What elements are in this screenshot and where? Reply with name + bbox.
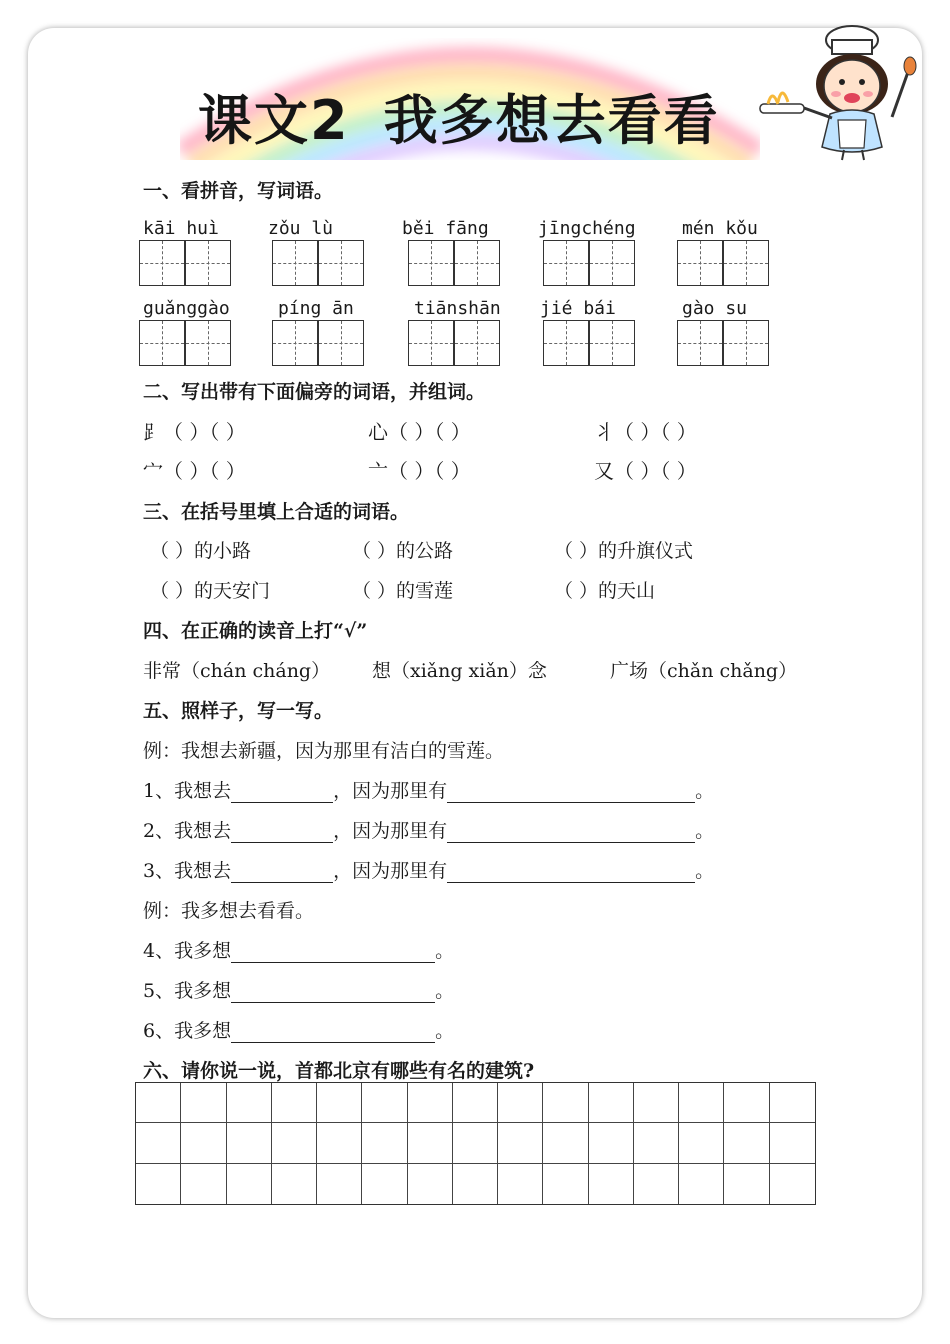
grid-cell[interactable] bbox=[362, 1083, 407, 1123]
grid-cell[interactable] bbox=[634, 1164, 679, 1204]
section6-heading: 六、请你说一说，首都北京有哪些有名的建筑? bbox=[143, 1060, 535, 1082]
answer-blank[interactable] bbox=[231, 982, 435, 1003]
answer-blank[interactable] bbox=[447, 782, 695, 803]
writing-box[interactable] bbox=[185, 240, 231, 286]
answer-slots[interactable]: （ ）（ ） bbox=[388, 420, 471, 444]
writing-box[interactable] bbox=[408, 320, 454, 366]
fill-blank-item[interactable]: （ ）的天安门 bbox=[150, 580, 271, 602]
pinyin-label: mén kǒu bbox=[682, 218, 758, 239]
chef-girl-illustration bbox=[752, 22, 922, 162]
fill-blank-item[interactable]: （ ）的升旗仪式 bbox=[554, 540, 694, 562]
section4-heading: 四、在正确的读音上打“√” bbox=[143, 620, 368, 642]
grid-cell[interactable] bbox=[136, 1083, 181, 1123]
grid-cell[interactable] bbox=[453, 1164, 498, 1204]
grid-cell[interactable] bbox=[181, 1164, 226, 1204]
writing-box[interactable] bbox=[723, 240, 769, 286]
sentence-line: 1、我想去 ，因为那里有 。 bbox=[143, 780, 715, 802]
answer-slots[interactable]: （ ）（ ） bbox=[614, 420, 697, 444]
grid-cell[interactable] bbox=[498, 1164, 543, 1204]
answer-blank[interactable] bbox=[231, 942, 435, 963]
sentence-line: 5、我多想 。 bbox=[143, 980, 455, 1002]
sentence-line: 6、我多想 。 bbox=[143, 1020, 455, 1042]
radical-item[interactable] bbox=[143, 455, 246, 484]
radical: 宀 bbox=[143, 459, 163, 483]
grid-cell[interactable] bbox=[317, 1164, 362, 1204]
grid-cell[interactable] bbox=[770, 1123, 815, 1163]
radical: 亠 bbox=[368, 459, 388, 483]
radical: 心 bbox=[368, 420, 388, 444]
writing-box[interactable] bbox=[589, 240, 635, 286]
answer-blank[interactable] bbox=[231, 1022, 435, 1043]
fill-blank-item[interactable]: （ ）的雪莲 bbox=[352, 580, 454, 602]
grid-cell[interactable] bbox=[679, 1164, 724, 1204]
grid-cell[interactable] bbox=[724, 1123, 769, 1163]
section2-heading: 二、写出带有下面偏旁的词语，并组词。 bbox=[143, 381, 486, 403]
grid-cell[interactable] bbox=[498, 1123, 543, 1163]
writing-box[interactable] bbox=[185, 320, 231, 366]
pinyin-label: jié bái bbox=[540, 298, 616, 319]
writing-box[interactable] bbox=[272, 240, 318, 286]
answer-blank[interactable] bbox=[231, 822, 333, 843]
radical-item[interactable] bbox=[368, 416, 471, 445]
grid-cell[interactable] bbox=[589, 1164, 634, 1204]
section1-heading: 一、看拼音，写词语。 bbox=[143, 180, 334, 202]
writing-box[interactable] bbox=[543, 320, 589, 366]
fill-blank-item[interactable]: （ ）的小路 bbox=[150, 540, 252, 562]
radical-item[interactable] bbox=[143, 416, 246, 445]
answer-blank[interactable] bbox=[447, 862, 695, 883]
pinyin-label: běi fāng bbox=[402, 218, 489, 239]
grid-cell[interactable] bbox=[272, 1123, 317, 1163]
grid-cell[interactable] bbox=[543, 1123, 588, 1163]
example-sentence: 例：我多想去看看。 bbox=[143, 900, 315, 922]
grid-cell[interactable] bbox=[136, 1123, 181, 1163]
answer-blank[interactable] bbox=[231, 862, 333, 883]
pinyin-label: zǒu lù bbox=[268, 218, 334, 239]
writing-box[interactable] bbox=[723, 320, 769, 366]
grid-cell[interactable] bbox=[589, 1083, 634, 1123]
writing-box[interactable] bbox=[139, 240, 185, 286]
answer-slots[interactable]: （ ）（ ） bbox=[388, 459, 471, 483]
grid-cell[interactable] bbox=[317, 1083, 362, 1123]
radical: 又 bbox=[594, 459, 614, 483]
grid-cell[interactable] bbox=[589, 1123, 634, 1163]
writing-box[interactable] bbox=[272, 320, 318, 366]
radical: 丬 bbox=[594, 420, 614, 444]
writing-box[interactable] bbox=[139, 320, 185, 366]
grid-cell[interactable] bbox=[136, 1164, 181, 1204]
pinyin-label: guǎnggào bbox=[143, 298, 230, 319]
radical-item[interactable] bbox=[594, 455, 697, 484]
writing-box[interactable] bbox=[677, 320, 723, 366]
grid-cell[interactable] bbox=[724, 1083, 769, 1123]
pronunciation-choice[interactable]: 想（xiǎng xiǎn）念 bbox=[372, 660, 547, 682]
grid-cell[interactable] bbox=[770, 1083, 815, 1123]
grid-cell[interactable] bbox=[227, 1123, 272, 1163]
answer-blank[interactable] bbox=[231, 782, 333, 803]
grid-cell[interactable] bbox=[408, 1083, 453, 1123]
radical-item[interactable] bbox=[368, 455, 471, 484]
pronunciation-choice[interactable]: 非常（chán cháng） bbox=[143, 660, 331, 682]
grid-cell[interactable] bbox=[543, 1083, 588, 1123]
section3-heading: 三、在括号里填上合适的词语。 bbox=[143, 501, 410, 523]
grid-cell[interactable] bbox=[181, 1123, 226, 1163]
pinyin-label: jīngchéng bbox=[538, 218, 636, 239]
grid-cell[interactable] bbox=[408, 1123, 453, 1163]
writing-box[interactable] bbox=[677, 240, 723, 286]
sentence-line: 4、我多想 。 bbox=[143, 940, 455, 962]
answer-slots[interactable]: （ ）（ ） bbox=[163, 459, 246, 483]
grid-cell[interactable] bbox=[724, 1164, 769, 1204]
fill-blank-item[interactable]: （ ）的天山 bbox=[554, 580, 656, 602]
grid-cell[interactable] bbox=[679, 1083, 724, 1123]
writing-box[interactable] bbox=[543, 240, 589, 286]
section5-heading: 五、照样子，写一写。 bbox=[143, 700, 334, 722]
grid-cell[interactable] bbox=[408, 1164, 453, 1204]
answer-slots[interactable]: （ ）（ ） bbox=[163, 420, 246, 444]
radical: ⻊ bbox=[143, 420, 163, 444]
grid-cell[interactable] bbox=[498, 1083, 543, 1123]
writing-box[interactable] bbox=[408, 240, 454, 286]
grid-cell[interactable] bbox=[634, 1123, 679, 1163]
writing-grid[interactable] bbox=[135, 1082, 816, 1205]
grid-cell[interactable] bbox=[362, 1123, 407, 1163]
pronunciation-choice[interactable]: 广场（chǎn chǎng） bbox=[610, 660, 798, 682]
fill-blank-item[interactable]: （ ）的公路 bbox=[352, 540, 454, 562]
grid-cell[interactable] bbox=[770, 1164, 815, 1204]
grid-cell[interactable] bbox=[679, 1123, 724, 1163]
page-title: 课文2 我多想去看看 bbox=[198, 89, 720, 152]
example-sentence: 例：我想去新疆，因为那里有洁白的雪莲。 bbox=[143, 740, 505, 762]
grid-cell[interactable] bbox=[272, 1083, 317, 1123]
grid-cell[interactable] bbox=[634, 1083, 679, 1123]
grid-cell[interactable] bbox=[453, 1123, 498, 1163]
writing-box[interactable] bbox=[454, 240, 500, 286]
radical-item[interactable] bbox=[594, 416, 697, 445]
pinyin-label: kāi huì bbox=[143, 218, 219, 239]
writing-box[interactable] bbox=[318, 320, 364, 366]
pinyin-label: gào su bbox=[682, 298, 748, 319]
writing-box[interactable] bbox=[454, 320, 500, 366]
grid-cell[interactable] bbox=[227, 1164, 272, 1204]
writing-box[interactable] bbox=[589, 320, 635, 366]
answer-blank[interactable] bbox=[447, 822, 695, 843]
grid-cell[interactable] bbox=[543, 1164, 588, 1204]
grid-cell[interactable] bbox=[227, 1083, 272, 1123]
grid-cell[interactable] bbox=[272, 1164, 317, 1204]
sentence-line: 2、我想去 ，因为那里有 。 bbox=[143, 820, 715, 842]
grid-cell[interactable] bbox=[453, 1083, 498, 1123]
sentence-line: 3、我想去 ，因为那里有 。 bbox=[143, 860, 715, 882]
answer-slots[interactable]: （ ）（ ） bbox=[614, 459, 697, 483]
grid-cell[interactable] bbox=[181, 1083, 226, 1123]
writing-box[interactable] bbox=[318, 240, 364, 286]
pinyin-label: píng ān bbox=[278, 298, 354, 319]
grid-cell[interactable] bbox=[362, 1164, 407, 1204]
grid-cell[interactable] bbox=[317, 1123, 362, 1163]
pinyin-label: tiānshān bbox=[414, 298, 501, 319]
